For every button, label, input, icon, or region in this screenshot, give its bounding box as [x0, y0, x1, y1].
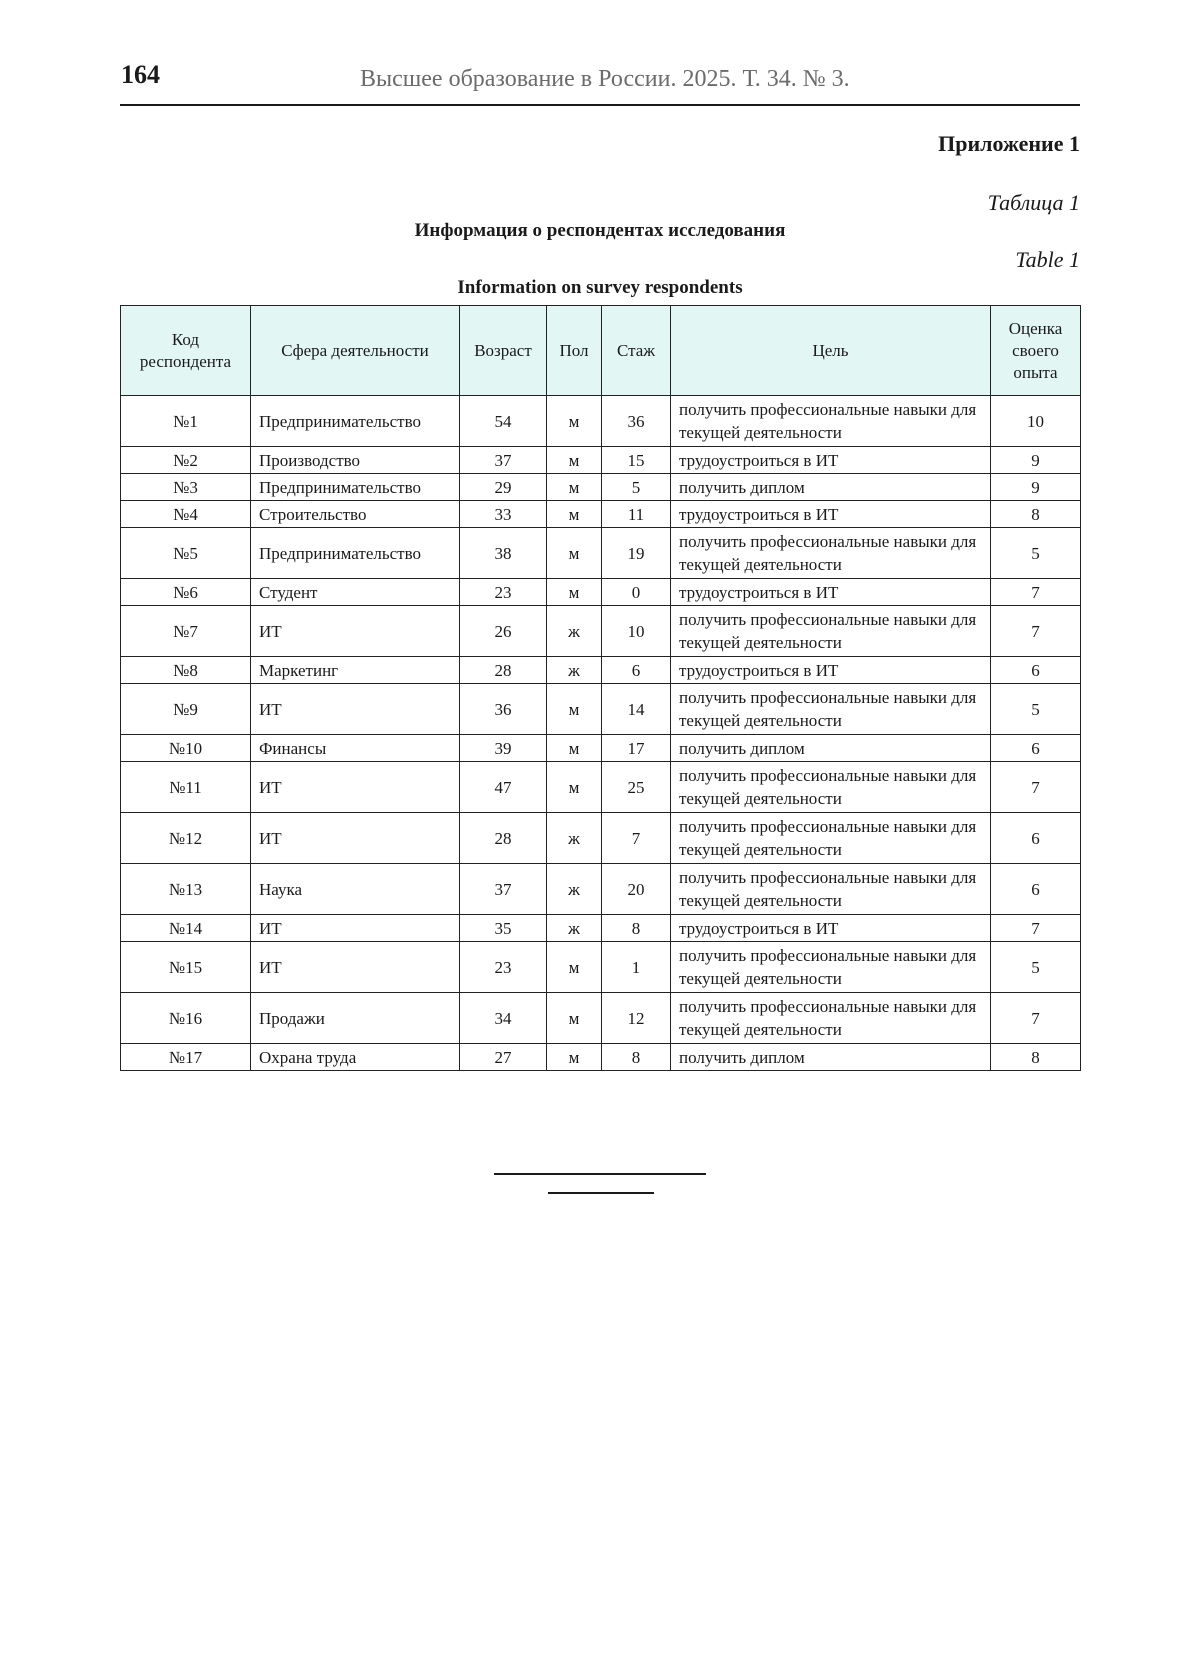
cell-experience: 6 — [602, 657, 671, 684]
cell-field: ИТ — [251, 942, 460, 993]
cell-code: №4 — [121, 501, 251, 528]
cell-gender: м — [547, 684, 602, 735]
cell-age: 39 — [460, 735, 547, 762]
cell-age: 27 — [460, 1044, 547, 1071]
cell-rating: 10 — [991, 396, 1081, 447]
cell-experience: 20 — [602, 864, 671, 915]
cell-age: 28 — [460, 657, 547, 684]
cell-age: 37 — [460, 864, 547, 915]
cell-code: №3 — [121, 474, 251, 501]
table-body — [121, 396, 1081, 1071]
cell-goal: получить профессиональные навыки для текущей деятельности — [671, 942, 991, 993]
end-rule-long — [494, 1173, 706, 1175]
respondents-table — [120, 305, 1081, 1071]
cell-experience: 25 — [602, 762, 671, 813]
table-row — [121, 942, 1081, 993]
table-row — [121, 396, 1081, 447]
cell-rating: 8 — [991, 1044, 1081, 1071]
cell-code: №15 — [121, 942, 251, 993]
cell-age: 35 — [460, 915, 547, 942]
cell-goal: получить диплом — [671, 735, 991, 762]
table-row — [121, 1044, 1081, 1071]
table-caption-ru: Информация о респондентах исследования — [414, 220, 786, 241]
cell-rating: 6 — [991, 735, 1081, 762]
cell-gender: м — [547, 396, 602, 447]
cell-code: №13 — [121, 864, 251, 915]
cell-code: №2 — [121, 447, 251, 474]
cell-rating: 7 — [991, 762, 1081, 813]
cell-code: №8 — [121, 657, 251, 684]
cell-goal: трудоустроиться в ИТ — [671, 501, 991, 528]
cell-goal: трудоустроиться в ИТ — [671, 579, 991, 606]
cell-gender: ж — [547, 606, 602, 657]
cell-rating: 6 — [991, 657, 1081, 684]
cell-field: Студент — [251, 579, 460, 606]
table-row — [121, 993, 1081, 1044]
cell-rating: 7 — [991, 993, 1081, 1044]
cell-gender: м — [547, 528, 602, 579]
cell-field: ИТ — [251, 606, 460, 657]
cell-experience: 7 — [602, 813, 671, 864]
table-label-ru: Таблица 1 — [987, 190, 1080, 215]
table-row — [121, 684, 1081, 735]
table-row — [121, 813, 1081, 864]
cell-goal: трудоустроиться в ИТ — [671, 915, 991, 942]
cell-goal: получить профессиональные навыки для текущей деятельности — [671, 606, 991, 657]
cell-field: ИТ — [251, 684, 460, 735]
cell-code: №16 — [121, 993, 251, 1044]
cell-field: ИТ — [251, 762, 460, 813]
cell-gender: м — [547, 579, 602, 606]
cell-goal: получить профессиональные навыки для текущей деятельности — [671, 396, 991, 447]
cell-code: №12 — [121, 813, 251, 864]
cell-goal: получить профессиональные навыки для текущей деятельности — [671, 864, 991, 915]
cell-code: №17 — [121, 1044, 251, 1071]
table-row — [121, 579, 1081, 606]
cell-gender: ж — [547, 915, 602, 942]
cell-experience: 12 — [602, 993, 671, 1044]
cell-gender: м — [547, 993, 602, 1044]
table-row — [121, 474, 1081, 501]
cell-field: Продажи — [251, 993, 460, 1044]
cell-goal: трудоустроиться в ИТ — [671, 447, 991, 474]
column-header-age: Возраст — [460, 306, 547, 396]
cell-field: Предпринимательство — [251, 528, 460, 579]
cell-experience: 0 — [602, 579, 671, 606]
cell-experience: 19 — [602, 528, 671, 579]
cell-rating: 7 — [991, 915, 1081, 942]
table-label-en: Table 1 — [1015, 247, 1080, 272]
cell-goal: получить профессиональные навыки для текущей деятельности — [671, 762, 991, 813]
cell-code: №7 — [121, 606, 251, 657]
cell-gender: м — [547, 735, 602, 762]
cell-experience: 14 — [602, 684, 671, 735]
cell-age: 54 — [460, 396, 547, 447]
cell-experience: 11 — [602, 501, 671, 528]
cell-code: №5 — [121, 528, 251, 579]
cell-rating: 6 — [991, 813, 1081, 864]
cell-field: Предпринимательство — [251, 396, 460, 447]
cell-experience: 8 — [602, 915, 671, 942]
cell-code: №10 — [121, 735, 251, 762]
cell-field: Наука — [251, 864, 460, 915]
cell-field: Предпринимательство — [251, 474, 460, 501]
cell-age: 29 — [460, 474, 547, 501]
cell-field: Маркетинг — [251, 657, 460, 684]
cell-code: №14 — [121, 915, 251, 942]
table-row — [121, 864, 1081, 915]
cell-rating: 9 — [991, 447, 1081, 474]
cell-age: 47 — [460, 762, 547, 813]
cell-code: №1 — [121, 396, 251, 447]
table-caption-en: Information on survey respondents — [457, 277, 743, 298]
cell-age: 26 — [460, 606, 547, 657]
cell-gender: м — [547, 942, 602, 993]
cell-rating: 7 — [991, 579, 1081, 606]
cell-gender: ж — [547, 864, 602, 915]
header-rule — [120, 104, 1080, 106]
cell-gender: м — [547, 474, 602, 501]
cell-age: 23 — [460, 579, 547, 606]
cell-field: Производство — [251, 447, 460, 474]
cell-experience: 17 — [602, 735, 671, 762]
table-header-row — [121, 306, 1081, 396]
cell-goal: получить диплом — [671, 474, 991, 501]
cell-code: №9 — [121, 684, 251, 735]
cell-goal: трудоустроиться в ИТ — [671, 657, 991, 684]
column-header-goal: Цель — [671, 306, 991, 396]
cell-experience: 15 — [602, 447, 671, 474]
cell-gender: м — [547, 501, 602, 528]
cell-experience: 8 — [602, 1044, 671, 1071]
cell-age: 36 — [460, 684, 547, 735]
page-number: 164 — [121, 60, 160, 89]
cell-goal: получить диплом — [671, 1044, 991, 1071]
cell-code: №6 — [121, 579, 251, 606]
cell-experience: 5 — [602, 474, 671, 501]
table-row — [121, 528, 1081, 579]
cell-goal: получить профессиональные навыки для текущей деятельности — [671, 993, 991, 1044]
table-row — [121, 447, 1081, 474]
end-rule-short — [548, 1192, 654, 1194]
table-row — [121, 735, 1081, 762]
cell-rating: 7 — [991, 606, 1081, 657]
cell-age: 33 — [460, 501, 547, 528]
cell-field: Охрана труда — [251, 1044, 460, 1071]
table-row — [121, 915, 1081, 942]
cell-age: 23 — [460, 942, 547, 993]
column-header-field: Сфера деятельности — [251, 306, 460, 396]
cell-gender: м — [547, 762, 602, 813]
cell-goal: получить профессиональные навыки для текущей деятельности — [671, 813, 991, 864]
cell-age: 34 — [460, 993, 547, 1044]
cell-age: 37 — [460, 447, 547, 474]
column-header-experience: Стаж — [602, 306, 671, 396]
cell-experience: 10 — [602, 606, 671, 657]
cell-rating: 8 — [991, 501, 1081, 528]
table-row — [121, 606, 1081, 657]
cell-goal: получить профессиональные навыки для текущей деятельности — [671, 684, 991, 735]
cell-rating: 9 — [991, 474, 1081, 501]
column-header-rating: Оценка своего опыта — [991, 306, 1081, 396]
column-header-code: Код респондента — [121, 306, 251, 396]
cell-rating: 5 — [991, 942, 1081, 993]
cell-field: ИТ — [251, 813, 460, 864]
cell-rating: 5 — [991, 528, 1081, 579]
cell-gender: м — [547, 1044, 602, 1071]
cell-gender: ж — [547, 813, 602, 864]
cell-field: Финансы — [251, 735, 460, 762]
cell-experience: 1 — [602, 942, 671, 993]
cell-age: 38 — [460, 528, 547, 579]
table-row — [121, 501, 1081, 528]
cell-experience: 36 — [602, 396, 671, 447]
cell-age: 28 — [460, 813, 547, 864]
cell-code: №11 — [121, 762, 251, 813]
cell-field: Строительство — [251, 501, 460, 528]
table-row — [121, 657, 1081, 684]
table-row — [121, 762, 1081, 813]
cell-rating: 5 — [991, 684, 1081, 735]
appendix-title: Приложение 1 — [938, 131, 1080, 156]
cell-gender: ж — [547, 657, 602, 684]
column-header-gender: Пол — [547, 306, 602, 396]
cell-gender: м — [547, 447, 602, 474]
cell-field: ИТ — [251, 915, 460, 942]
cell-goal: получить профессиональные навыки для текущей деятельности — [671, 528, 991, 579]
cell-rating: 6 — [991, 864, 1081, 915]
journal-running-head: Высшее образование в России. 2025. Т. 34. № 3. — [360, 66, 850, 92]
